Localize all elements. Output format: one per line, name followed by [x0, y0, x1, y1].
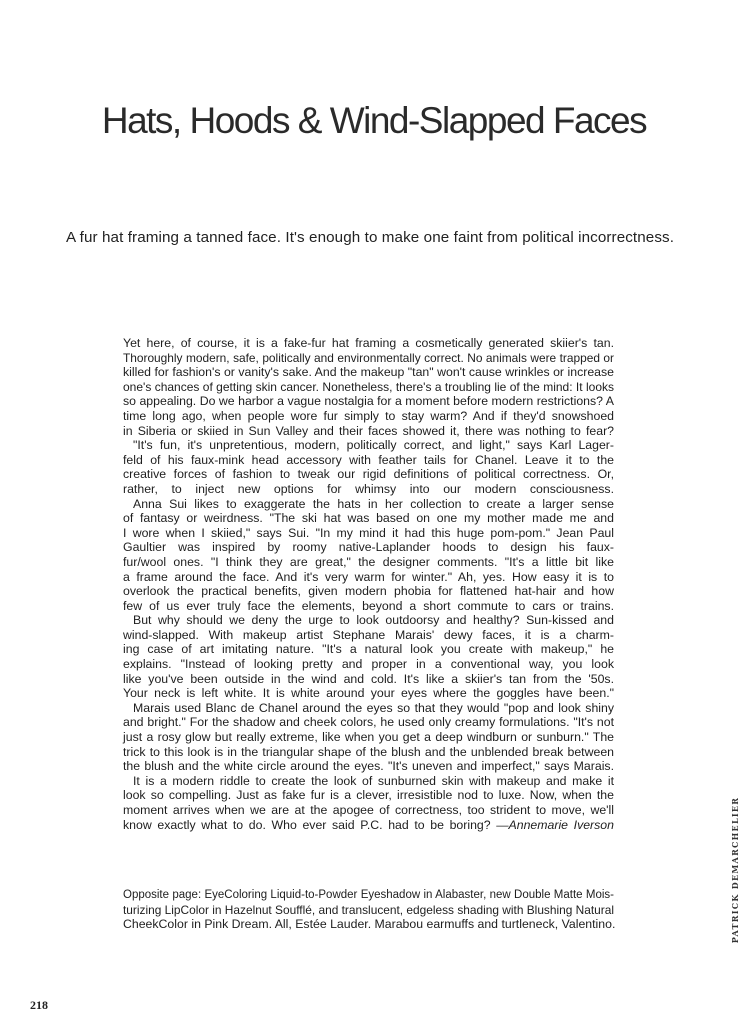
text-line: overlook the practical benefits, given modern phobia for flattened hat-hair and how [123, 584, 614, 599]
text-line: like you've been outside in the wind and cold. It's like a skiier's tan from the '50s. [123, 671, 614, 686]
text-line: time long ago, when people wore fur simply to stay warm? And if they'd snowshoed [123, 408, 614, 423]
caption-line: CheekColor in Pink Dream. All, Estée Lauder. Marabou earmuffs and turtleneck, Valentino. [123, 917, 616, 932]
text-line: Gaultier was inspired by roomy native-Laplander hoods to design his faux- [123, 540, 614, 555]
text-line: a frame around the face. And it's very warm for winter." Ah, yes. How easy it is to [123, 569, 614, 584]
text-line: the blush and the white circle around the eyes. "It's uneven and imperfect," says Marais. [123, 759, 614, 774]
text-line: ing case of art imitating nature. "It's a natural look you create with makeup," he [123, 642, 614, 657]
text-line: in Siberia or skiied in Sun Valley and their faces showed it, there was nothing to fear? [123, 423, 614, 438]
text-line: one's chances of getting skin cancer. Nonetheless, there's a troubling lie of the mind: It looks [123, 379, 614, 394]
text-line: just a rosy glow but really extreme, like when you get a deep windburn or sunburn." The [123, 730, 614, 745]
paragraph [123, 774, 614, 832]
text-line: wind-slapped. With makeup artist Stephane Marais' dewy faces, it is a charm- [123, 627, 614, 642]
text-line: But why should we deny the urge to look outdoorsy and healthy? Sun-kissed and [133, 613, 614, 628]
text-line: Marais used Blanc de Chanel around the eyes so that they would "pop and look shiny [133, 700, 614, 715]
byline: —Annemarie Iverson [496, 817, 614, 832]
caption-line: Opposite page: EyeColoring Liquid-to-Powder Eyeshadow in Alabaster, new Double Matte Mois- [123, 889, 614, 901]
text-line: Your neck is left white. It is white around your eyes where the goggles have been." [123, 686, 614, 701]
paragraph [123, 613, 614, 701]
text-line: rather, to inject new options for whimsy into our modern consciousness. [123, 481, 614, 496]
article-title: Hats, Hoods & Wind-Slapped Faces [101, 100, 647, 141]
article-subtitle: A fur hat framing a tanned face. It's enough to make one faint from political incorrectness. [65, 229, 675, 246]
article-body [123, 336, 614, 832]
text-line: so appealing. Do we harbor a vague nostalgia for a moment before modern restrictions? A [123, 394, 614, 409]
text-line: Thoroughly modern, safe, politically and environmentally correct. No animals were trapped or [123, 350, 614, 365]
text-line: feld of his faux-mink head accessory with feather tails for Chanel. Leave it to the [123, 452, 614, 467]
text-line: creative forces of fashion to tweak our rigid definitions of political correctness. Or, [123, 467, 614, 482]
text-line: It is a modern riddle to create the look of sunburned skin with makeup and make it [133, 773, 614, 788]
text-line: moment arrives when we are at the apogee of correctness, too strident to move, we'll [123, 803, 614, 817]
text-line: I wore when I skiied," says Sui. "In my mind it had this huge pom-pom." Jean Paul [123, 525, 614, 540]
text-line: killed for fashion's or vanity's sake. And the makeup "tan" won't cause wrinkles or increase [123, 365, 614, 380]
text-line: Anna Sui likes to exaggerate the hats in her collection to create a larger sense [133, 496, 614, 511]
photo-credit: PATRICK DEMARCHELIER [730, 796, 740, 944]
text-line: look so compelling. Just as fake fur is a clever, irresistible nod to luxe. Now, when the [123, 788, 614, 803]
paragraph [123, 438, 614, 496]
text-line: know exactly what to do. Who ever said P.C. had to be boring? —Annemarie Iverson [123, 817, 614, 832]
text-line: Yet here, of course, it is a fake-fur hat framing a cosmetically generated skiier's tan. [123, 336, 614, 350]
text-line: and bright." For the shadow and cheek colors, he used only creamy formulations. "It's not [123, 715, 614, 730]
caption-line: turizing LipColor in Hazelnut Soufflé, and translucent, edgeless shading with Blushing Natural [123, 902, 614, 917]
paragraph [123, 701, 614, 774]
page-number: 218 [30, 998, 48, 1012]
photo-caption [123, 888, 614, 932]
paragraph [123, 497, 614, 614]
text-line: of fantasy or weirdness. "The ski hat was based on one my mother made me and [123, 511, 614, 526]
text-line: few of us ever truly face the elements, beyond a short commute to cars or trains. [123, 598, 614, 613]
text-line: fur/wool ones. "I think they are great," the designer comments. "It's a little bit like [123, 554, 614, 569]
text-line: "It's fun, it's unpretentious, modern, politically correct, and light," says Karl Lager- [133, 438, 614, 453]
paragraph [123, 336, 614, 438]
text-line: trick to this look is in the triangular shape of the blush and the unblended break between [123, 744, 614, 759]
text-line: explains. "Instead of looking pretty and proper in a conventional way, you look [123, 657, 614, 672]
